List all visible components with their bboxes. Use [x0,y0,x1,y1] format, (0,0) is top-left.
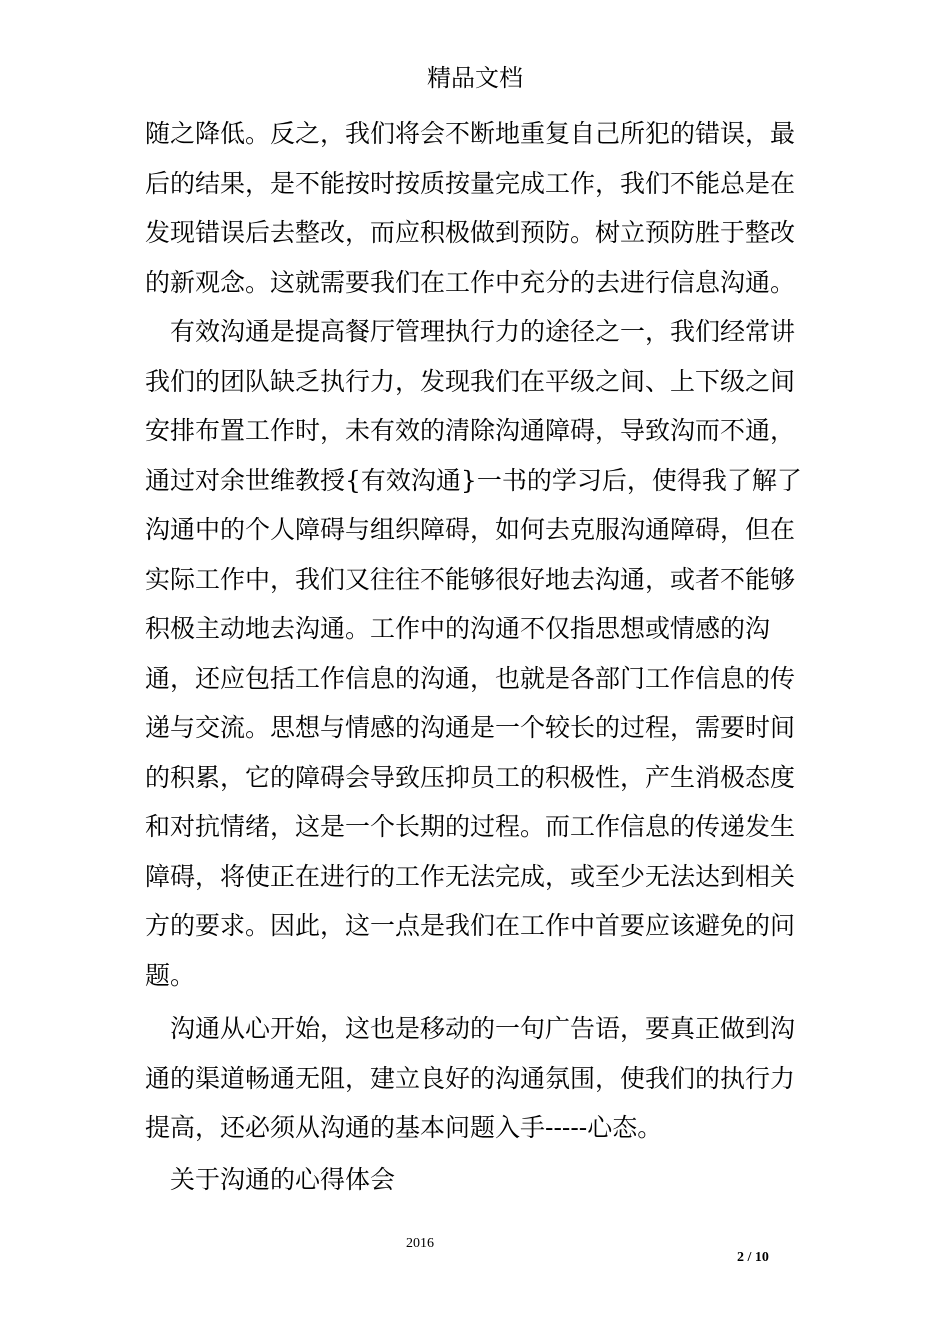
text-line: 的新观念。这就需要我们在工作中充分的去进行信息沟通。 [145,268,796,297]
text-line: 题。 [145,961,196,990]
footer-year: 2016 [406,1236,434,1251]
text-line: 我们的团队缺乏执行力，发现我们在平级之间、上下级之间 [145,367,796,396]
text-line: 递与交流。思想与情感的沟通是一个较长的过程，需要时间 [145,713,796,742]
paragraph-first-line: 沟通从心开始，这也是移动的一句广告语，要真正做到沟 [170,1014,796,1043]
text-line: 和对抗情绪，这是一个长期的过程。而工作信息的传递发生 [145,812,796,841]
text-line: 积极主动地去沟通。工作中的沟通不仅指思想或情感的沟 [145,614,771,643]
text-line: 通，还应包括工作信息的沟通，也就是各部门工作信息的传 [145,664,796,693]
section-heading: 关于沟通的心得体会 [170,1165,396,1194]
text-line: 方的要求。因此，这一点是我们在工作中首要应该避免的问 [145,911,796,940]
page-header-title: 精品文档 [427,64,523,92]
page-number: 2 / 10 [737,1250,769,1265]
text-line: 提高，还必须从沟通的基本问题入手-----心态。 [145,1113,663,1142]
paragraph-first-line: 有效沟通是提高餐厅管理执行力的途径之一，我们经常讲 [170,317,796,346]
text-line: 的积累，它的障碍会导致压抑员工的积极性，产生消极态度 [145,763,796,792]
text-line: 实际工作中，我们又往往不能够很好地去沟通，或者不能够 [145,565,796,594]
text-line: 安排布置工作时，未有效的清除沟通障碍，导致沟而不通， [145,416,796,445]
text-line: 通过对余世维教授{有效沟通}一书的学习后，使得我了解了 [145,466,802,495]
text-line: 通的渠道畅通无阻，建立良好的沟通氛围，使我们的执行力 [145,1064,796,1093]
text-line: 随之降低。反之，我们将会不断地重复自己所犯的错误，最 [145,119,796,148]
text-line: 发现错误后去整改，而应积极做到预防。树立预防胜于整改 [145,218,796,247]
text-line: 沟通中的个人障碍与组织障碍，如何去克服沟通障碍，但在 [145,515,796,544]
text-line: 障碍，将使正在进行的工作无法完成，或至少无法达到相关 [145,862,796,891]
text-line: 后的结果，是不能按时按质按量完成工作，我们不能总是在 [145,169,796,198]
